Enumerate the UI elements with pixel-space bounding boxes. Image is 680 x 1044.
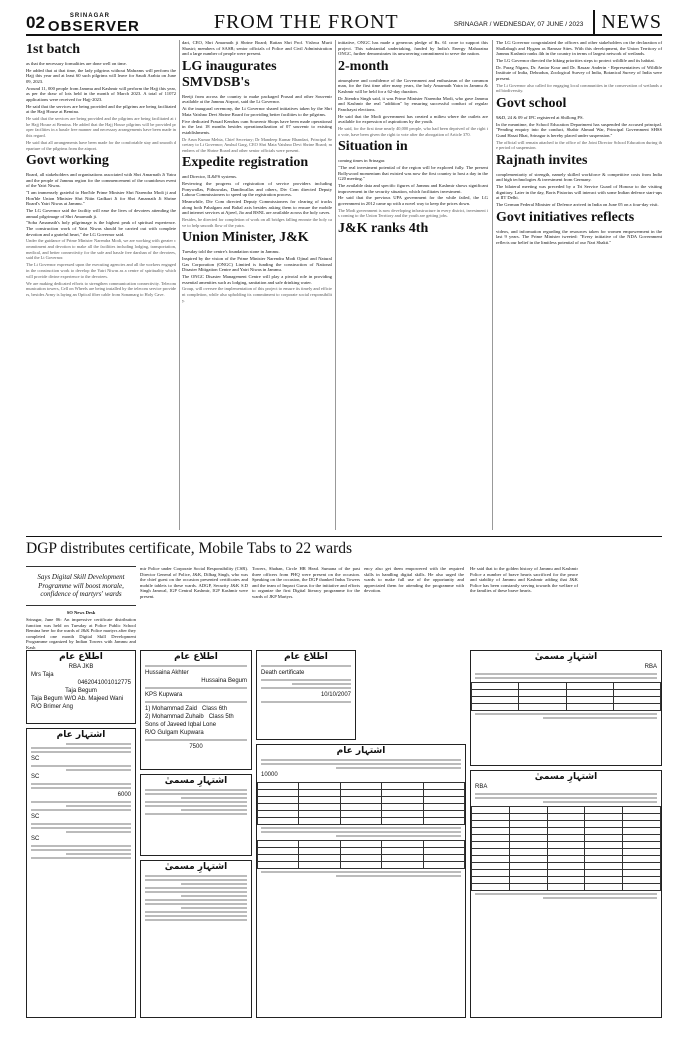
notice-person: Hussaina Akhter — [145, 670, 189, 676]
text-line — [145, 911, 247, 913]
text-filler: He said, for the first time nearly 40,000 people, who had been deprived of the right to vote, have been given the right to vote after the abrogation of Article 370. — [338, 126, 488, 137]
notice-ref: SC — [31, 774, 40, 780]
text-line — [261, 763, 461, 765]
notice-grid — [471, 682, 661, 711]
text-line — [336, 875, 461, 877]
text-line — [475, 893, 657, 895]
dgp-column-1 — [26, 566, 136, 651]
notice-person: Hussaina Begum — [201, 678, 247, 684]
notice-amount: 7500 — [189, 744, 203, 750]
column-4 — [496, 40, 662, 530]
headline-expedite: Expedite registration — [182, 155, 309, 171]
text-line — [543, 801, 657, 803]
text-filler: Besides, he directed for completion of work on all bridges falling enroute the holy cave to help smooth flow of the yatra. — [182, 217, 332, 228]
text-line — [181, 797, 247, 799]
notice-table — [256, 744, 466, 1018]
text-line — [475, 677, 657, 679]
notice-sc — [26, 728, 136, 1018]
dgp-column-5 — [470, 566, 578, 646]
notice-footer: Taja Begum W/O Ab. Majeed Wani — [31, 696, 124, 702]
headline-initiatives: Govt initiatives reflects — [496, 209, 635, 225]
news-label: NEWS — [593, 10, 662, 34]
notice-grid — [257, 840, 465, 869]
article-text: ency also get them empowered with the required skills in handling digital skills. He also urged the wards to make full use of the opportunity and appreciated them for attending the programme with devotion. — [364, 566, 464, 594]
brand-small: SRINAGAR — [69, 13, 110, 19]
column-2 — [182, 40, 332, 530]
column-3 — [338, 40, 488, 530]
headline-govt-working: Govt working — [26, 153, 109, 169]
text-line — [31, 823, 131, 825]
text-filler: The official will remain attached to the office of the Joint Director School Education during the period of suspension. — [496, 139, 662, 151]
text-line — [145, 739, 247, 741]
text-line — [261, 665, 351, 667]
article-text: At the inaugural ceremony, the Lt Governor shared initiatives taken by the Shri Mata Vaishno Devi Shrine Board for providing better facilities to the pilgrims. — [182, 106, 332, 117]
column-divider — [335, 40, 336, 530]
article-text: He said that the Modi government has created a milieu where the outlets are available for expression of aspirations by the youth. — [338, 113, 488, 125]
notice-label: Death certificate — [261, 670, 305, 676]
notice-row — [141, 713, 251, 721]
article-text: In the meantime, the School Education Department has suspended the accused principal. "Pending enquiry into the conduct, Shabir Ahmad War, Principal Government SHSS Gund Hasai Bhat, Srinagar is hereby placed under suspension." — [496, 121, 662, 138]
text-line — [336, 767, 461, 769]
text-filler: Dr Arun Kumar Mehta, Chief Secretary; Dr Mandeep Kumar Bhandari, Principal Secretary to Lt Governor; Anshul Garg, CEO Shri Mata Vaishno Devi Shrine Board; members of the Shrine Board and other senior officials were present. — [182, 136, 332, 153]
article-text: as that the necessary formalities are done well on time. — [26, 61, 127, 66]
article-text: Meanwhile, Div Com directed Deputy Commissioners for clearing of tracks along both Pahalgam and Baltal axis besides asking them to ensure the mobile and internet services at Ajreel, Jio and BSNL are available across the holy caves. — [182, 199, 332, 216]
text-line — [145, 801, 247, 803]
notice-mid-2 — [140, 860, 252, 1018]
section-title: FROM THE FRONT — [213, 11, 399, 33]
text-line — [145, 879, 247, 881]
headline-two-month: 2-month — [338, 58, 389, 74]
page-number: 02 — [26, 13, 45, 32]
article-text: Dr. Parag Nigam, Dr. Amtar Kour and Dr. Rasaar Anderin - Representatives of Wildlife Institute of India, Dehradun, Zoological Survey of India, Botanical Survey of India were present. — [496, 64, 662, 81]
notice-account: 0462041001012775 — [77, 680, 131, 686]
dgp-column-2 — [140, 566, 248, 646]
article-text: The LG Governor directed the hiking priorities steps to protect wildlife and its habitat. — [496, 57, 655, 63]
headline-situation: Situation in — [338, 139, 408, 155]
notice-hussaina — [140, 650, 252, 770]
text-line — [261, 687, 351, 689]
notice-footer: R/O Gulgam Kupwara — [145, 730, 204, 736]
text-line — [31, 783, 131, 785]
text-line — [475, 797, 657, 799]
notice-title: اشتہارِ مسمیٰ — [164, 776, 228, 786]
notice-right-bottom — [470, 770, 662, 1018]
text-filler: Under the guidance of Prime Minister Narendra Modi, we are working with greater commitment and devotion to make all the facilities including lodging, transportation, medical, and better connectivity for the safe and hassle free darshan of the devotees, said the Lt Governor. — [26, 238, 176, 261]
notice-ref: KPS Kupwara — [145, 692, 183, 698]
headline-rajnath: Rajnath invites — [496, 152, 588, 168]
article-text: initiative, ONGC has made a generous pledge of Rs. 61 crore to support this project. This substantial undertaking, funded by India's Energy Maharatna ONGC, further demonstrates its unwavering commitment to serve the nation. — [338, 40, 488, 57]
text-line — [261, 679, 351, 681]
text-line — [261, 759, 461, 761]
text-line — [145, 875, 247, 877]
article-text: Srinagar, June 06: An impressive certificate distribution function was held on Tuesday at Police Public School Bemina here for the wards of J&K Police martyrs after they completed one month Digital Skill Development Programme organized by Indian Towers with Jammu and Kash — [26, 617, 136, 651]
article-text: 9&D, 24 & 09 of IPC registered at Shillong PS. — [496, 114, 584, 120]
notice-amount: 6000 — [117, 792, 131, 798]
text-line — [145, 891, 247, 893]
article-text: The bilateral meeting was preceded by a Tri Service Guard of Honour to the visiting dignitary. Later in the day, Boris Pistorius will interact with some Indian defence start-ups at IIT Delhi. — [496, 184, 662, 201]
dgp-byline: SO News Desk — [66, 609, 96, 615]
text-line — [31, 765, 131, 767]
text-line — [145, 805, 247, 807]
article-text: videos, and information regarding the resources taken for women empowerment in the last 9 years. The Prime Minister tweeted: "Every initiative of the NDA Government reflects our belief in the limitless potential of our Nari Shakti." — [496, 228, 662, 245]
text-line — [31, 809, 131, 811]
notice-title: اشتہارِ مسمیٰ — [534, 772, 598, 782]
notice-title: اشتہارِ مسمیٰ — [534, 652, 598, 662]
article-text: The LG Governor congratulated the officers and other stakeholders on the declaration of Shallabugh and Hygam as Ramsar Sites. With this development, the Union Territory of Jammu Kashmir ranks 4th in the country in terms of largest network of wetlands. — [496, 40, 662, 57]
text-line — [145, 789, 247, 791]
masthead — [26, 6, 662, 36]
text-line — [145, 887, 247, 889]
text-line — [145, 915, 247, 917]
text-line — [145, 701, 247, 703]
headline-smvdsb: LG inaugurates SMVDSB's — [182, 58, 277, 90]
text-line — [31, 857, 131, 859]
text-line — [261, 831, 461, 833]
article-text: The ONGC Disaster Management Centre will play a pivotal role in providing essential amenities such as lodging, sanitation and safe drinking water. — [182, 273, 332, 285]
text-line — [145, 813, 247, 815]
notice-grid — [257, 782, 465, 825]
column-divider — [492, 40, 493, 530]
text-line — [66, 805, 131, 807]
text-line — [261, 871, 461, 873]
notice-ref: SC — [31, 836, 40, 842]
article-text: The available data and specific figures of Jammu and Kashmir shows significant improvement in the security situation, which facilitates investment. — [338, 183, 488, 194]
article-text: The LG Governor said the facility will ease the lives of devotees attending the annual pilgrimage of Shri Amarnath ji. — [26, 208, 176, 219]
notice-mid-1 — [140, 774, 252, 856]
student-class: Class 6th — [202, 706, 228, 712]
article-text: He said that to the golden history of Jammu and Kashmir Police a number of brave hearts sacrificed for the peace and stability of Jammu and Kashmir adding that J&K Police has been constantly serving towards the welfare of the families of these brave hearts. — [470, 566, 578, 594]
text-filler: He said that all arrangements have been made for the comfortable stay and smooth departure of the pilgrims from the airport. — [26, 139, 176, 151]
article-text: dari, CEO, Shri Amarnath ji Shrine Board; Rattan Shri Prof. Vishwa Murti Shastri; members of SASB; senior officials of Police and Civil Administration and a large number of people were present. — [182, 40, 332, 57]
student-class: Class 5th — [208, 714, 234, 720]
text-line — [145, 793, 247, 795]
notice-title: اشتہارِ مسمیٰ — [164, 862, 228, 872]
text-line — [145, 919, 247, 921]
text-line — [66, 769, 131, 771]
text-line — [181, 809, 247, 811]
text-line — [181, 895, 247, 897]
text-line — [66, 853, 131, 855]
text-line — [31, 751, 131, 753]
headline-batch: 1st batch — [26, 42, 81, 57]
dgp-column-3 — [252, 566, 360, 646]
notice-title: اشتہار عام — [56, 730, 106, 740]
notice-footer: R/O Brimer Ang — [31, 704, 74, 710]
text-line — [261, 827, 461, 829]
headline-govt-school: Govt school — [496, 95, 567, 111]
notice-grid — [471, 806, 661, 891]
text-line — [31, 845, 131, 847]
article-text: mir Police under Corporate Social Responsibility (CSR). Director General of Police, J&K, Dilbag Singh, who was the chief guest on the occasion presented certificates and mobile tablets to these wards. ADGP, Security J&K S.D Singh Jamwal, IGP Central Kashmir, IGP Kashmir were present. — [140, 566, 248, 599]
article-text: Board, all stakeholders and organisations associated with Shri Amarnath Ji Yatra and the people of Jammu region for the commencement of the countdown event of the Yatri Niwas. — [26, 172, 176, 189]
text-line — [475, 793, 657, 795]
text-line — [31, 827, 131, 829]
text-line — [31, 787, 131, 789]
text-line — [475, 673, 657, 675]
article-text: Beetji from across the country to make packaged Prasad and other Souvenir available at the Jammu Airport, said the Lt Governor. — [182, 93, 332, 105]
article-text: complementarity of strength, namely skilled workforce & competitive costs from India and high technologies & investment from Germany. — [496, 171, 662, 183]
headline-jk-ranks: J&K ranks 4th — [338, 220, 429, 236]
column-1 — [26, 40, 176, 530]
text-line — [543, 717, 657, 719]
notice-ref: SC — [31, 756, 40, 762]
notice-ref: RBA JKB — [68, 664, 94, 670]
column-divider — [179, 40, 180, 530]
brand-name: OBSERVER — [47, 18, 140, 35]
student-name: 2) Mohammad Zuhaib — [145, 714, 204, 720]
article-text: "I am immensely grateful to Hon'ble Prime Minister Shri Narendra Modi ji and Hon'ble Union Minister Shri Nitin Gadkari Ji for Shri Amarnath Ji Shrine Board's Yatri Niwas at Jammu." — [26, 190, 176, 207]
text-line — [31, 747, 131, 749]
article-text: He said that the previous UPA government for the while failed, the LG government in 2012 came up with a novel way to keep the prices down. — [338, 195, 488, 206]
notice-ref: RBA — [475, 784, 488, 790]
notice-name: Mrs Taja — [31, 672, 54, 678]
article-text: "The real investment potential of the region will be explored fully. The present Bollywood momentum that existed was now the first country to host a day in the G20 meeting." — [338, 165, 488, 182]
article-text: The German Federal Minister of Defence arrived in India on June 05 on a four-day visit. — [496, 202, 659, 208]
text-filler: Group, will oversee the implementation of this project to ensure its timely and efficient completion, while also upholding its commitment to corporate social responsibility. — [182, 286, 332, 303]
notice-title: اطلاع عام — [284, 652, 328, 662]
text-line — [66, 831, 131, 833]
notice-title: اطلاع عام — [59, 652, 103, 662]
dateline: SRINAGAR / WEDNESDAY, 07 JUNE / 2023 — [453, 21, 584, 28]
dgp-headline: DGP distributes certificate, Mobile Tabs to 22 wards — [26, 540, 353, 557]
text-line — [31, 801, 131, 803]
notice-death — [256, 650, 356, 740]
text-line — [145, 903, 247, 905]
notice-person: Taja Begum — [65, 688, 97, 694]
text-line — [543, 897, 657, 899]
article-text: and Director, IL&FS systems. — [182, 174, 238, 180]
notice-ref: RBA — [644, 664, 657, 670]
article-text: coming times in Srinagar. — [338, 158, 386, 164]
text-line — [181, 883, 247, 885]
notice-title: اشتہار عام — [336, 746, 386, 756]
brand-logo — [48, 13, 140, 34]
article-text: Tuesday told the centre's foundation stone in Jammu. — [182, 249, 280, 255]
notice-date: 10/10/2007 — [320, 692, 351, 698]
dgp-kicker: Says Digital Skill Development Programme will boost morale, confidence of martyrs' wards — [26, 566, 136, 606]
article-text: Around 11, 000 people from Jammu and Kashmir will perform the Hajj this year, as per the draw of lots held in the month of March 2023. A total of 11072 applications were received for Hajj-2023. — [26, 85, 176, 102]
text-line — [181, 907, 247, 909]
text-filler: The Lt Governor also called for engaging local communities in the conservation of wetlands and biodiversity. — [496, 82, 662, 94]
text-line — [31, 849, 131, 851]
dgp-column-4 — [364, 566, 464, 646]
text-line — [261, 701, 351, 703]
text-line — [145, 899, 247, 901]
text-line — [66, 743, 131, 745]
notice-footer: Sons of Javeed Iqbal Lone — [145, 722, 217, 728]
article-text: He said that the services are being provided and the pilgrims are being facilitated at the Hajj House at Bemina. — [26, 103, 176, 115]
text-line — [145, 687, 247, 689]
notice-ref: SC — [31, 814, 40, 820]
article-text: "Soba Amarnath's holy pilgrimage is the highest peak of spiritual experience. The construction work of Yatri Niwas should be carried out with complete devotion and a grateful heart," the LG Governor said. — [26, 220, 176, 237]
notice-title: اطلاع عام — [174, 652, 218, 662]
text-filler: He said that the services are being provided and the pilgrims are being facilitated at the Hajj House at Bemina. He added that the Hajj House pilgrims will be provided proper facilities in a hassle free manner and necessary arrangements have been made in this regard. — [26, 116, 176, 138]
text-filler: We are making dedicated efforts to strengthen communication connectivity. Telecommunication towers, Cell on Wheels are being installed by the telecom service providers, besides Army is laying an Optical fiber cable from Sonamarg to Holy Cave. — [26, 280, 177, 297]
text-line — [292, 683, 351, 685]
text-line — [336, 835, 461, 837]
article-text: Dr Jitendra Singh said, it was Prime Minister Narendra Modi, who gave Jammu and Kashmir the real "addition" by ensuring successful conduct of regular Panchayat elections. — [338, 95, 488, 112]
headline-union-minister: Union Minister, J&K — [182, 230, 309, 246]
notice-taja — [26, 650, 136, 724]
article-text: Towers, Shaban, Circle HR Head. Sumana of the past three officers from PHQ were present on the occasion. Speaking on the occasion, the DGP thanked Indus Towers and the team of Impact Gurus for the initiative and efforts to organize the first Digital literacy programme for the wards of JKP Martyrs. — [252, 566, 360, 599]
section-rule — [26, 536, 662, 537]
article-text: atmosphere and confidence of the Government and enthusiasm of the common man, for the first time after many years, the holy Amarnath Yatra in Jammu & Kashmir will be held for a 62-day duration. — [338, 77, 488, 94]
text-line — [475, 713, 657, 715]
text-filler: The Lt Governor expressed upon the executing agencies and all the workers engaged in the construction work to develop the Yatri Niwas as a centre of spirituality which will provide divine experience to the devotees. — [26, 262, 176, 279]
notice-value: 10000 — [261, 772, 278, 778]
text-filler: The Modi government is now developing infrastructure in every district, investment is coming to the Union Territory and the youth are getting jobs. — [338, 207, 488, 219]
notice-row — [141, 705, 251, 713]
student-name: 1) Mohammad Zaid — [145, 706, 198, 712]
article-text: He added that at that time, the lady pilgrims without Mahrams will perform the Hajj this year and at least 60 such pilgrims will leave for Saudi Arabia on June 09, 2023. — [26, 67, 176, 84]
article-text: Five dedicated Prasad Kendras cum Souvenir Shops have been made operational in the last 18 months besides operationalization of 07 souvenir to existing establishments. — [182, 118, 332, 135]
article-text: Inspired by the vision of the Prime Minister Narendra Modi Ojinal and Natural Gas Corporation (ONGC) Limited is funding the construction of National Disaster Mitigation Centre and Yatri Niwas in Jammu. — [182, 255, 332, 273]
article-text: Reviewing the progress of registration of service providers including Ponywallas, Pithuwalas, Dandiwallas and others, Div Com directed Deputy Labour Commissioners to speed up the registration process. — [182, 181, 332, 198]
text-line — [145, 665, 247, 667]
notice-right-top — [470, 650, 662, 766]
